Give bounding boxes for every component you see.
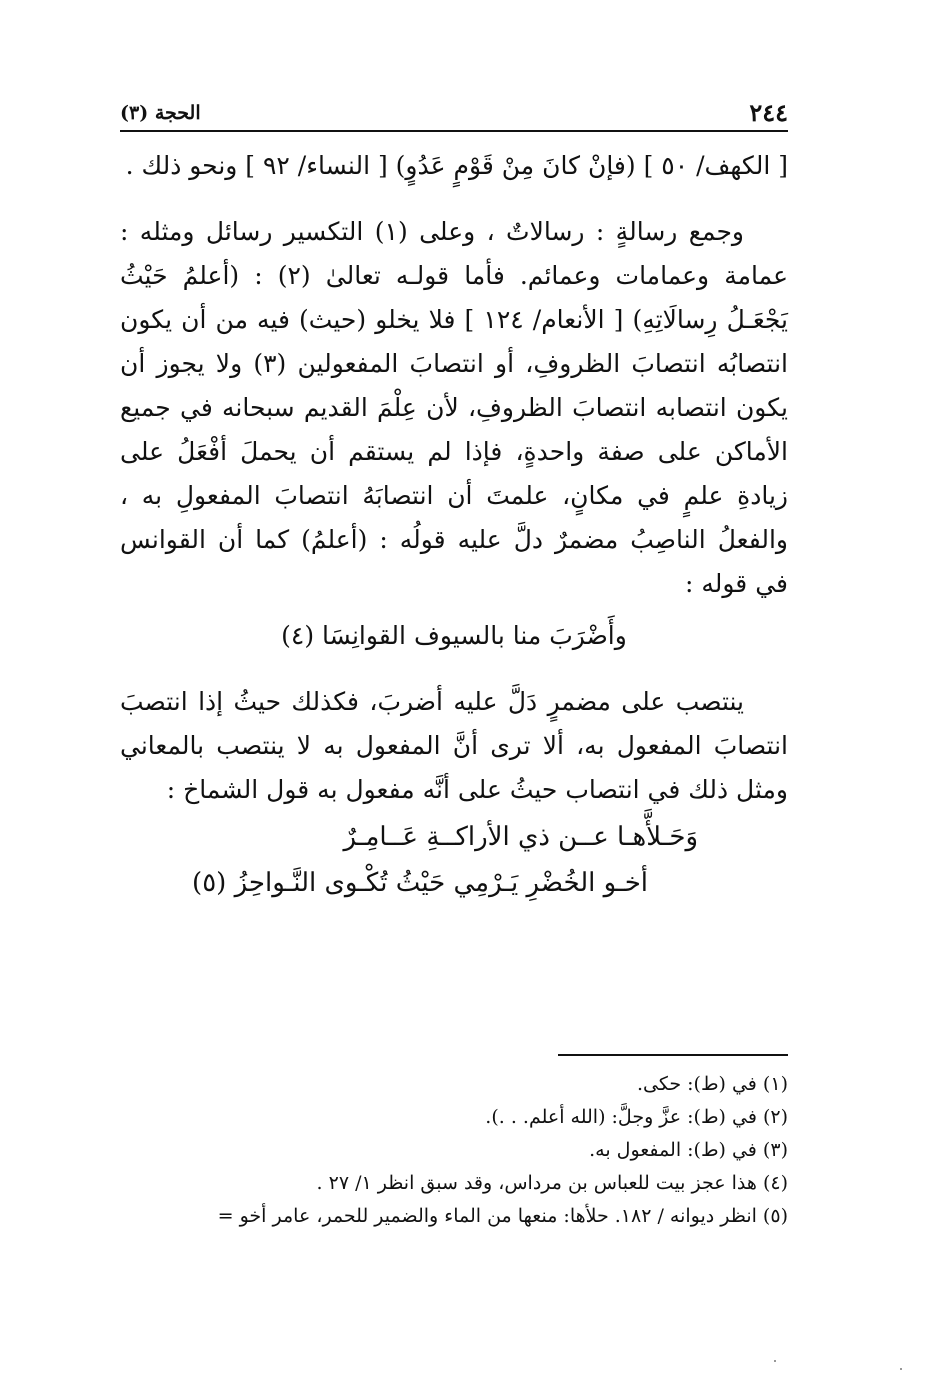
footnotes-section [120,1054,788,1233]
scan-speck [900,1368,902,1370]
main-text [120,144,788,906]
verse-quote: وأَضْرَبَ منا بالسيوف القوانِسَا (٤) [281,621,627,650]
footnote-2: (٢) في (ط): عزَّ وجلَّ: (الله أعلم. . .). [485,1106,788,1128]
paragraph-3: ينتصب على مضمرٍ دَلَّ عليه أضربَ، فكذلك حيثُ إذا انتصبَ انتصابَ المفعول به، ألا ترى أنَّ المفعول به لا ينتصب بالمعاني ومثل ذلك في انتصاب حيثُ على أنَّه مفعول به قول الشماخ : [120,687,788,804]
footnote-divider [558,1054,788,1056]
paragraph-1: [ الكهف/ ٥٠ ] (فإنْ كانَ مِنْ قَوْمٍ عَدُوٍ) [ النساء/ ٩٢ ] ونحو ذلك . [125,151,788,180]
footnote-1: (١) في (ط): حكى. [636,1073,788,1095]
footnote-4: (٤) هذا عجز بيت للعباس بن مرداس، وقد سبق انظر ١/ ٢٧ . [316,1172,788,1194]
footnote-3: (٣) في (ط): المفعول به. [589,1139,788,1161]
running-title: الحجة (٣) [120,102,201,124]
footnote-5: (٥) انظر ديوانه / ١٨٢. حلأها: منعها من الماء والضمير للحمر، عامر أخو = [217,1205,788,1227]
page-header [120,96,788,132]
poem-verse [120,814,788,906]
page-number: ٢٤٤ [749,98,788,127]
page-content [120,96,788,906]
footnote-list [120,1068,788,1233]
poem-verse-line-2: أخـو الخُضْرِ يَـرْمِي حَيْثُ تُكْـوى النَّـواحِزُ (٥) [192,868,648,898]
paragraph-2: وجمع رسالةٍ : رسالاتٌ ، وعلى (١) التكسير رسائل ومثله : عمامة وعمامات وعمائم. فأما قولـه تعالىٰ (٢) : (أعلمُ حَيْثُ يَجْعَـلُ رِسالَاتِهِ) [ الأنعام/ ١٢٤ ] فلا يخلو (حيث) فيه من أن يكون انتصابُه انتصابَ الظروفِ، أو انتصابَ المفعولين (٣) ولا يجوز أن يكون انتصابه انتصابَ الظروفِ، لأن عِلْمَ القديم سبحانه في جميع الأماكن على صفة واحدةٍ، فإذا لم يستقم أن يحملَ أفْعَلُ على زيادةِ علمٍ في مكانٍ، علمتَ أن انتصابَهُ انتصابَ المفعولِ به ، والفعلُ الناصِبُ مضمرٌ دلَّ عليه قولُه : (أعلمُ) كما أن القوانس في قوله : [120,217,788,598]
poem-verse-line-1: وَحَـلأَّهـا عــن ذي الأراكــةِ عَــامِـرٌ [343,822,698,852]
scan-speck [774,1360,776,1362]
